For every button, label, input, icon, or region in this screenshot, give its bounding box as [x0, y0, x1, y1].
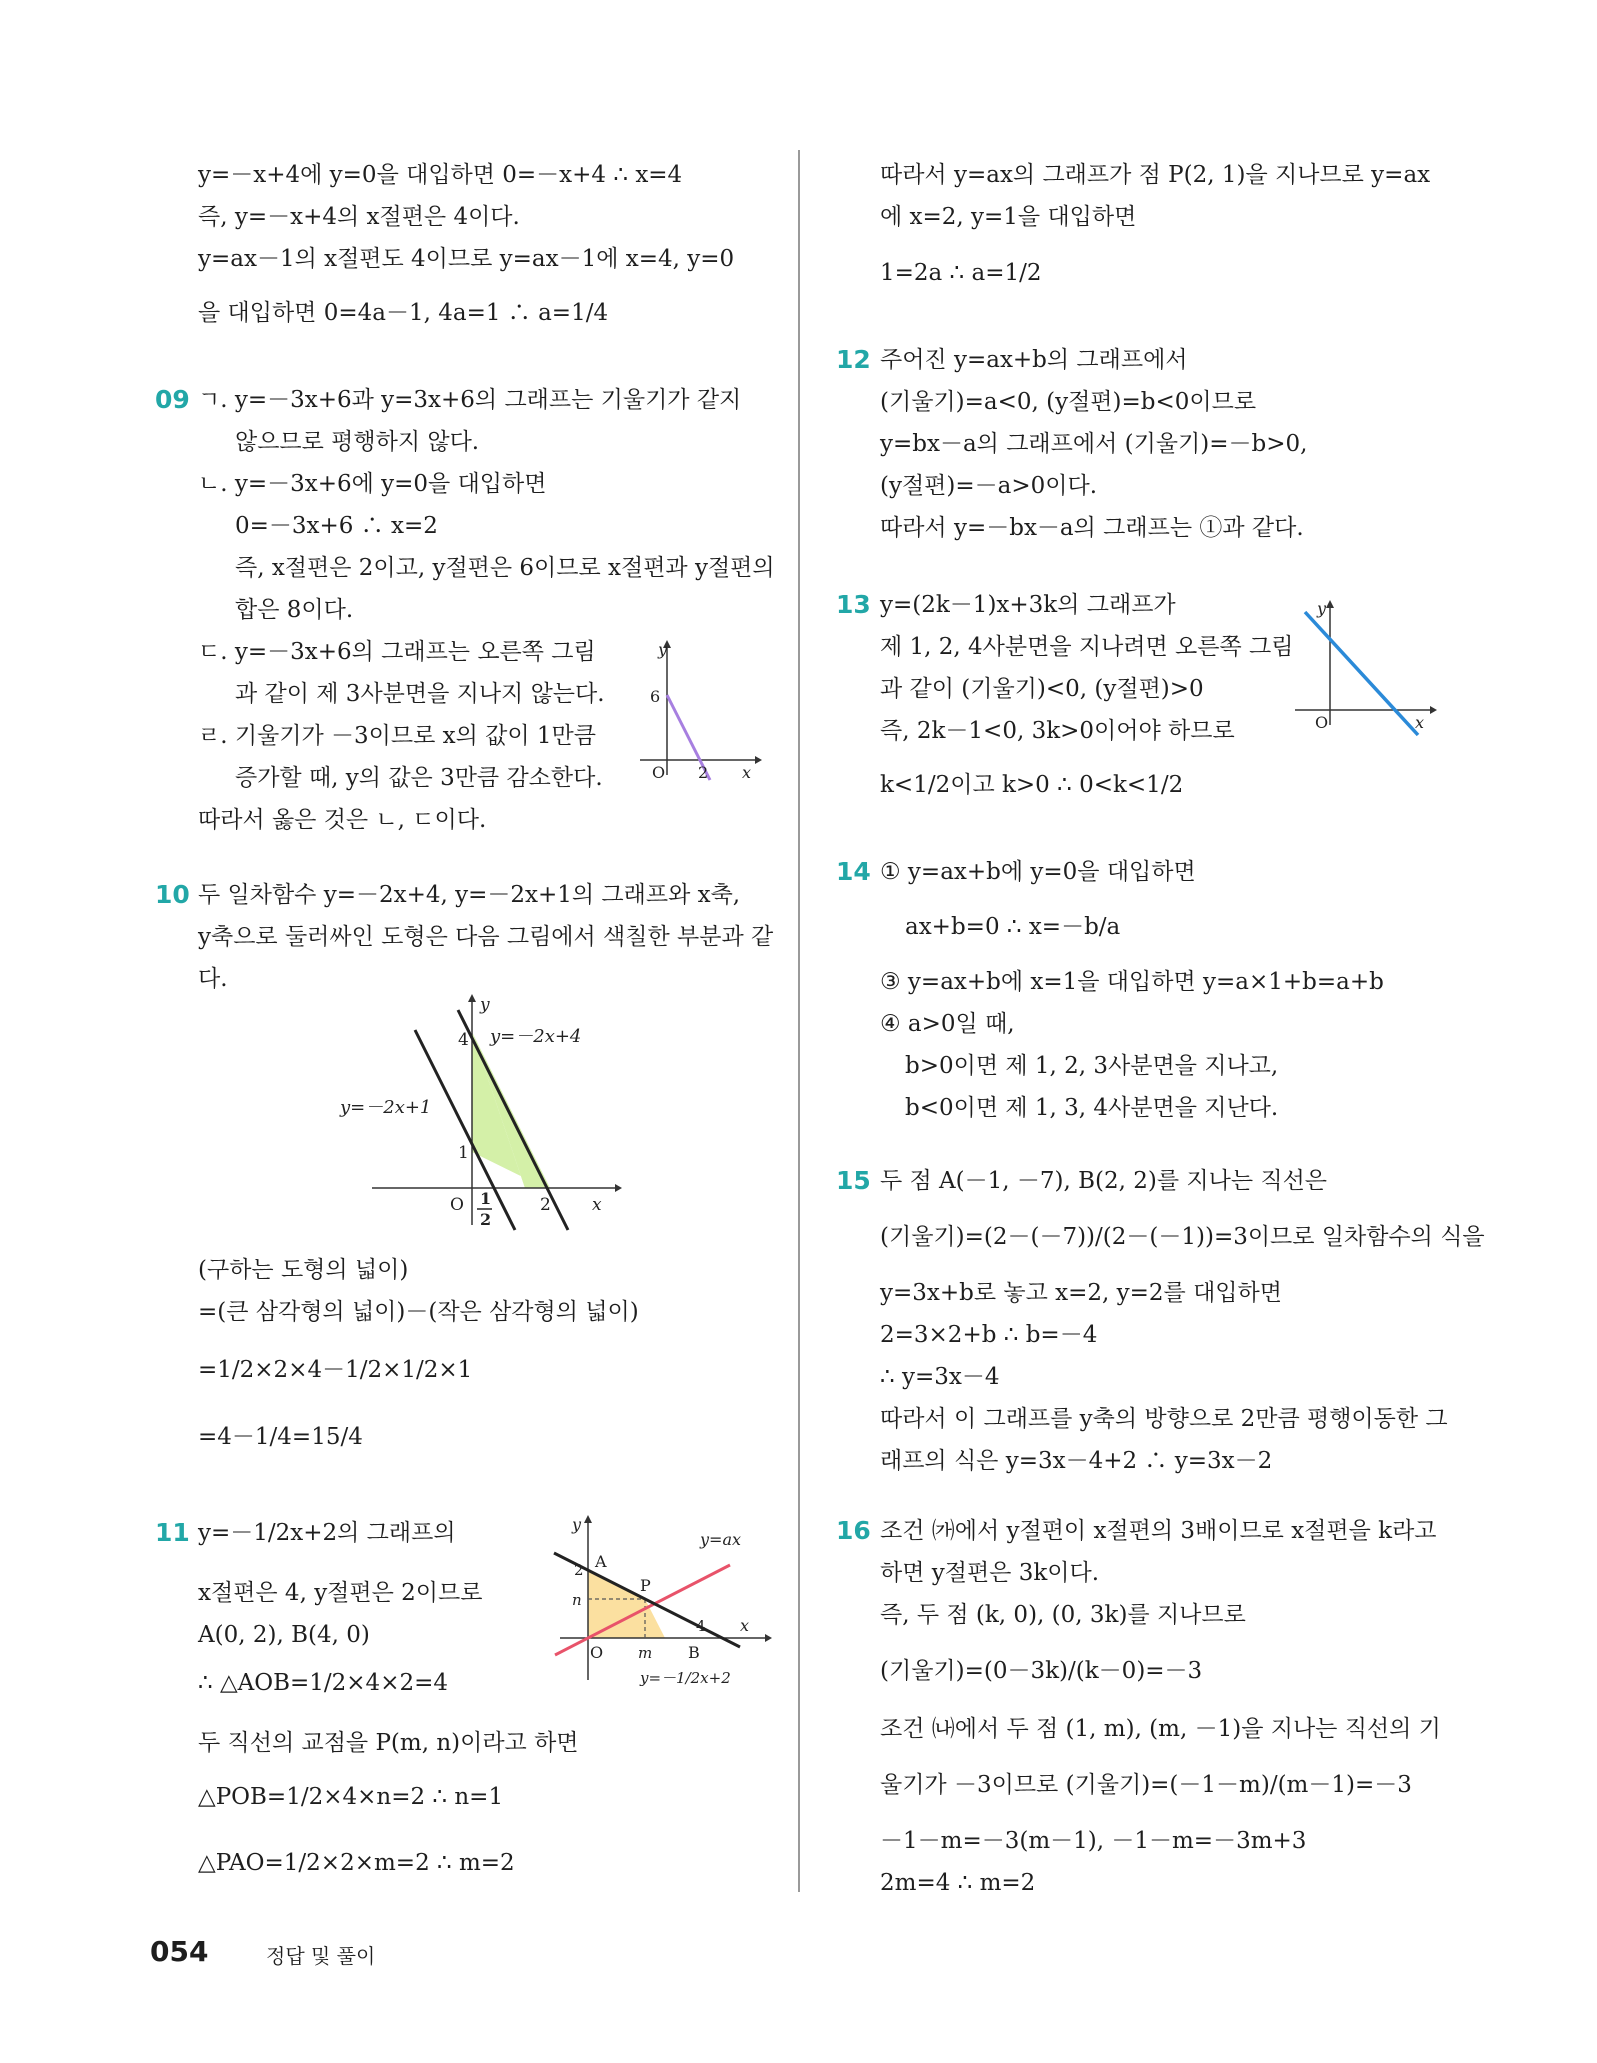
tick-label: 6: [650, 687, 661, 706]
text-line: ∴ y=3x－4: [880, 1364, 1000, 1390]
text-line: (y절편)=－a>0이다.: [880, 473, 1098, 499]
text-line: x절편은 4, y절편은 2이므로: [198, 1580, 483, 1606]
point-label: A: [595, 1552, 607, 1571]
text-line: ㄱ. y=－3x+6과 y=3x+6의 그래프는 기울기가 같지: [198, 387, 742, 413]
text-line: 제 1, 2, 4사분면을 지나려면 오른쪽 그림: [880, 634, 1294, 660]
text-line: (기울기)=(0－3k)/(k－0)=－3: [880, 1658, 1203, 1684]
text-line: 조건 ㈎에서 y절편이 x절편의 3배이므로 x절편을 k라고: [880, 1518, 1437, 1544]
line-label: y=－1/2x+2: [640, 1669, 731, 1687]
text-line: =4－1/4=15/4: [198, 1424, 363, 1450]
page-number: 054: [150, 1935, 209, 1968]
text-line: △POB=1/2×4×n=2 ∴ n=1: [198, 1784, 504, 1810]
tick-label: 4: [458, 1030, 469, 1050]
text-line: 않으므로 평행하지 않다.: [235, 429, 480, 455]
axis-label-x: x: [740, 1616, 750, 1635]
origin-label: O: [450, 1195, 464, 1215]
point-label: P: [640, 1576, 651, 1595]
problem-number-10: 10: [155, 880, 190, 909]
line-label: y=－2x+4: [490, 1026, 582, 1047]
page-label: 정답 및 풀이: [266, 1944, 376, 1968]
text-line: (기울기)=a<0, (y절편)=b<0이므로: [880, 389, 1257, 415]
text-line: 조건 ㈏에서 두 점 (1, m), (m, －1)을 지나는 직선의 기: [880, 1716, 1441, 1742]
text-line: 합은 8이다.: [235, 597, 354, 623]
text-line: 에 x=2, y=1을 대입하면: [880, 204, 1137, 230]
origin-label: O: [1315, 713, 1329, 732]
text-line: y=ax－1의 x절편도 4이므로 y=ax－1에 x=4, y=0: [198, 246, 735, 272]
problem-number-11: 11: [155, 1518, 190, 1547]
text-line: y=－1/2x+2의 그래프의: [198, 1520, 456, 1546]
axis-label-y: y: [1317, 599, 1327, 618]
text-line: 두 직선의 교점을 P(m, n)이라고 하면: [198, 1730, 579, 1756]
text-line: 따라서 이 그래프를 y축의 방향으로 2만큼 평행이동한 그: [880, 1406, 1448, 1432]
text-line: 래프의 식은 y=3x－4+2 ∴ y=3x－2: [880, 1448, 1273, 1474]
text-line: 2m=4 ∴ m=2: [880, 1870, 1036, 1896]
text-line: 두 일차함수 y=－2x+4, y=－2x+1의 그래프와 x축,: [198, 882, 741, 908]
text-line: 을 대입하면 0=4a－1, 4a=1 ∴ a=1/4: [198, 300, 609, 326]
text-line: k<1/2이고 k>0 ∴ 0<k<1/2: [880, 772, 1184, 798]
tick-label: m: [638, 1644, 653, 1662]
axis-label-x: x: [592, 1195, 602, 1215]
line-label: y=ax: [700, 1530, 742, 1549]
text-line: 2=3×2+b ∴ b=－4: [880, 1322, 1098, 1348]
origin-label: O: [590, 1643, 604, 1662]
text-line: b>0이면 제 1, 2, 3사분면을 지나고,: [905, 1053, 1279, 1079]
text-line: 과 같이 제 3사분면을 지나지 않는다.: [235, 681, 605, 707]
axis-label-x: x: [742, 763, 752, 782]
text-line: 즉, y=－x+4의 x절편은 4이다.: [198, 204, 520, 230]
text-line: A(0, 2), B(4, 0): [198, 1622, 370, 1648]
text-line: 즉, 2k－1<0, 3k>0이어야 하므로: [880, 718, 1235, 744]
tick-label: n: [572, 1591, 582, 1609]
text-line: ㄷ. y=－3x+6의 그래프는 오른쪽 그림: [198, 639, 596, 665]
text-line: 1=2a ∴ a=1/2: [880, 260, 1042, 286]
problem-number-14: 14: [836, 857, 871, 886]
tick-label: 2: [574, 1561, 584, 1579]
text-line: 즉, x절편은 2이고, y절편은 6이므로 x절편과 y절편의: [235, 555, 775, 581]
axis-label-y: y: [572, 1515, 582, 1534]
graph-11: [540, 1515, 770, 1695]
text-line: 울기가 －3이므로 (기울기)=(－1－m)/(m－1)=－3: [880, 1772, 1412, 1798]
graph-09: [630, 640, 760, 780]
text-line: 다.: [198, 966, 228, 992]
axis-label-y: y: [480, 995, 490, 1015]
text-line: b<0이면 제 1, 3, 4사분면을 지난다.: [905, 1095, 1279, 1121]
text-line: =1/2×2×4－1/2×1/2×1: [198, 1357, 473, 1383]
text-line: ax+b=0 ∴ x=－b/a: [905, 914, 1121, 940]
text-line: ① y=ax+b에 y=0을 대입하면: [880, 859, 1196, 885]
problem-number-12: 12: [836, 345, 871, 374]
text-line: (구하는 도형의 넓이): [198, 1257, 409, 1283]
problem-number-15: 15: [836, 1166, 871, 1195]
graph-10: [330, 990, 630, 1240]
problem-number-16: 16: [836, 1516, 871, 1545]
tick-label: 2: [698, 763, 709, 782]
text-line: △PAO=1/2×2×m=2 ∴ m=2: [198, 1850, 515, 1876]
text-line: y=bx－a의 그래프에서 (기울기)=－b>0,: [880, 431, 1308, 457]
text-line: 주어진 y=ax+b의 그래프에서: [880, 347, 1188, 373]
text-line: y=3x+b로 놓고 x=2, y=2를 대입하면: [880, 1280, 1282, 1306]
text-line: ③ y=ax+b에 x=1을 대입하면 y=a×1+b=a+b: [880, 969, 1384, 995]
text-line: －1－m=－3(m－1), －1－m=－3m+3: [880, 1828, 1307, 1854]
text-line: ∴ △AOB=1/2×4×2=4: [198, 1670, 449, 1696]
text-line: 즉, 두 점 (k, 0), (0, 3k)를 지나므로: [880, 1602, 1246, 1628]
text-line: 하면 y절편은 3k이다.: [880, 1560, 1100, 1586]
text-line: ㄹ. 기울기가 －3이므로 x의 값이 1만큼: [198, 723, 596, 749]
point-label: B: [688, 1643, 700, 1662]
text-line: 0=－3x+6 ∴ x=2: [235, 513, 438, 539]
text-line: y=(2k－1)x+3k의 그래프가: [880, 592, 1176, 618]
problem-number-13: 13: [836, 590, 871, 619]
tick-label: 4: [696, 1617, 706, 1635]
text-line: 과 같이 (기울기)<0, (y절편)>0: [880, 676, 1204, 702]
axis-label-y: y: [658, 640, 668, 659]
text-line: 따라서 옳은 것은 ㄴ, ㄷ이다.: [198, 807, 487, 833]
text-line: ④ a>0일 때,: [880, 1011, 1015, 1037]
text-line: y축으로 둘러싸인 도형은 다음 그림에서 색칠한 부분과 같: [198, 924, 774, 950]
graph-13: [1290, 600, 1440, 740]
text-line: y=－x+4에 y=0을 대입하면 0=－x+4 ∴ x=4: [198, 162, 683, 188]
problem-number-09: 09: [155, 385, 190, 414]
line-label: y=－2x+1: [340, 1097, 432, 1118]
tick-label: 2: [540, 1195, 551, 1215]
text-line: (기울기)=(2－(－7))/(2－(－1))=3이므로 일차함수의 식을: [880, 1224, 1485, 1250]
origin-label: O: [652, 763, 666, 782]
text-line: 따라서 y=－bx－a의 그래프는 ①과 같다.: [880, 515, 1304, 541]
text-line: ㄴ. y=－3x+6에 y=0을 대입하면: [198, 471, 547, 497]
tick-label: 2: [480, 1210, 492, 1229]
tick-label: 1: [458, 1143, 469, 1163]
text-line: =(큰 삼각형의 넓이)－(작은 삼각형의 넓이): [198, 1299, 639, 1325]
text-line: 증가할 때, y의 값은 3만큼 감소한다.: [235, 765, 603, 791]
column-divider: [798, 150, 800, 1892]
text-line: 두 점 A(－1, －7), B(2, 2)를 지나는 직선은: [880, 1168, 1328, 1194]
axis-label-x: x: [1415, 713, 1425, 732]
tick-label: 1: [480, 1189, 492, 1208]
text-line: 따라서 y=ax의 그래프가 점 P(2, 1)을 지나므로 y=ax: [880, 162, 1431, 188]
